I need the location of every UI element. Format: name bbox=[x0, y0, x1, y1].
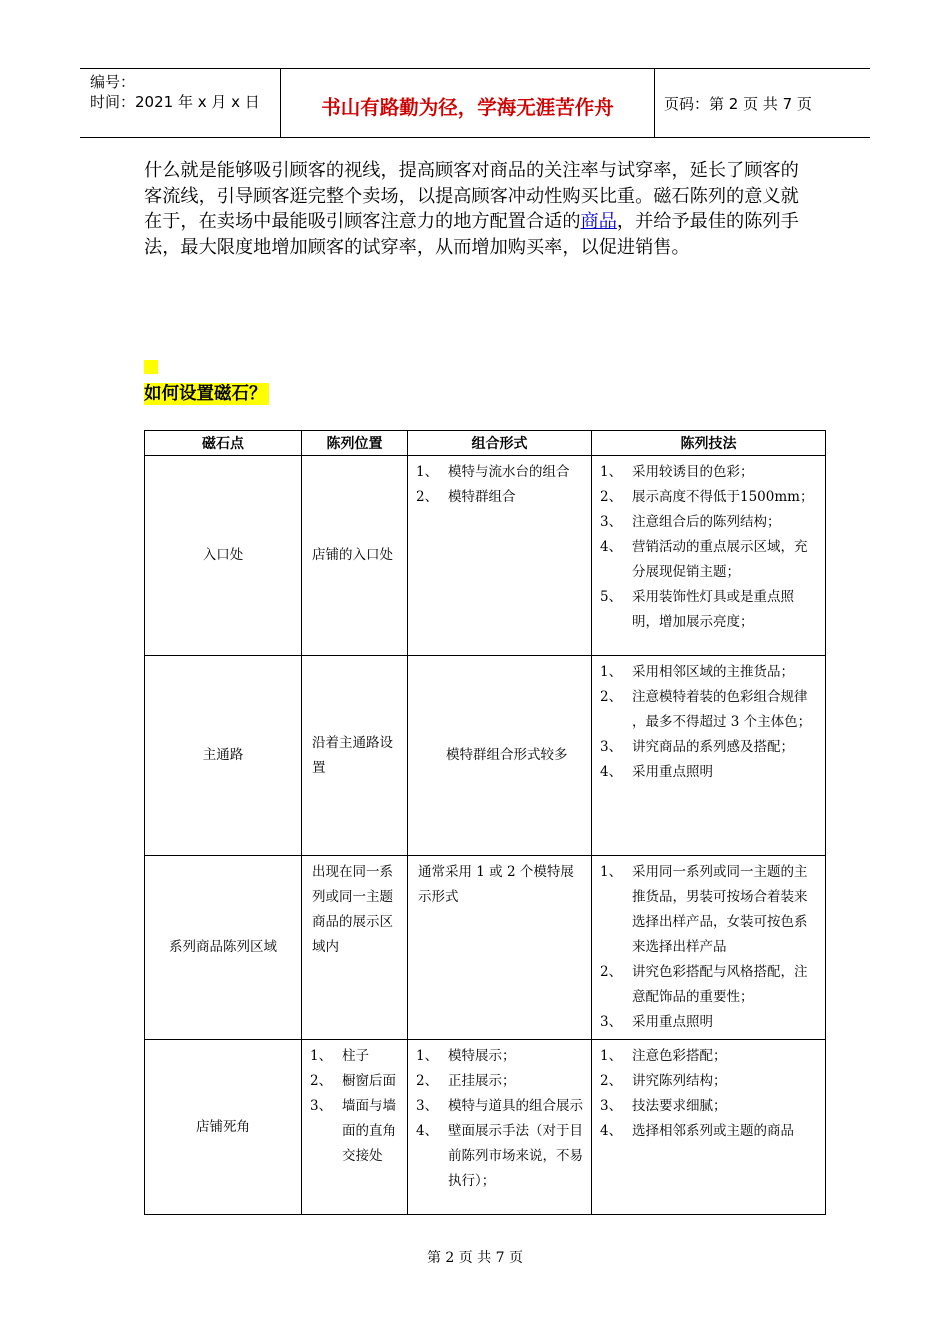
table-row bbox=[145, 456, 826, 656]
time-label: 时间：2021 年 x 月 x 日 bbox=[90, 93, 260, 111]
display-position: 沿着主通路设置 bbox=[302, 656, 408, 856]
display-techniques bbox=[592, 856, 826, 1040]
list-item: 3、 采用重点照明 bbox=[600, 1014, 713, 1030]
list-item: 3、 墙面与墙面的直角交接处 bbox=[310, 1098, 396, 1164]
table-row bbox=[145, 856, 826, 1040]
magnet-point: 店铺死角 bbox=[145, 1040, 302, 1215]
column-header: 陈列位置 bbox=[302, 431, 408, 456]
column-header: 组合形式 bbox=[408, 431, 592, 456]
table-header-row bbox=[145, 431, 826, 456]
list-item: 3、 技法要求细腻； bbox=[600, 1098, 727, 1114]
intro-text-1: 什么就是能够吸引顾客的视线，提高顾客对商品的关注率与试穿率，延长了顾客的客流线，引导顾客逛完整个卖场，以提高顾客冲动性购买比重。磁石陈列的意义就在于，在卖场中最能吸引顾客注意力的地方配置合适的 bbox=[144, 160, 799, 232]
combination-forms bbox=[408, 1040, 592, 1215]
section-heading: 如何设置磁石？ bbox=[144, 384, 267, 404]
header-page-cell bbox=[654, 69, 870, 137]
number-label: 编号： bbox=[90, 73, 136, 91]
display-techniques bbox=[592, 1040, 826, 1215]
page-footer: 第 2 页 共 7 页 bbox=[426, 1250, 524, 1266]
list-item: 1、 注意色彩搭配； bbox=[600, 1048, 727, 1064]
list-item: 2、 注意模特着装的色彩组合规律 ，最多不得超过 3 个主体色； bbox=[600, 689, 812, 730]
list-item: 1、 模特展示； bbox=[416, 1048, 516, 1064]
intro-text-2: ，并给予最佳的陈列手法，最大限度地增加顾客的试穿率，从而增加购买率，以促进销售。 bbox=[144, 211, 799, 258]
table-row bbox=[145, 1040, 826, 1215]
list-item: 3、 模特与道具的组合展示 bbox=[416, 1098, 583, 1114]
list-item: 1、 采用相邻区域的主推货品； bbox=[600, 664, 794, 680]
column-header: 磁石点 bbox=[145, 431, 302, 456]
combination-forms: 模特群组合形式较多 bbox=[408, 656, 592, 856]
list-item: 2、 正挂展示； bbox=[416, 1073, 516, 1089]
list-item: 2、 讲究陈列结构； bbox=[600, 1073, 727, 1089]
list-item: 5、 采用装饰性灯具或是重点照明，增加展示亮度； bbox=[600, 589, 794, 630]
combination-forms: 通常采用 1 或 2 个模特展示形式 bbox=[408, 856, 592, 1040]
list-item: 1、 采用较诱目的色彩； bbox=[600, 464, 754, 480]
list-item: 1、 采用同一系列或同一主题的主推货品，男装可按场合着装来选择出样产品，女装可按色系来选择出样产品 bbox=[600, 864, 808, 955]
display-position: 出现在同一系列或同一主题商品的展示区域内 bbox=[302, 856, 408, 1040]
list-item: 1、 模特与流水台的组合 bbox=[416, 464, 570, 480]
list-item: 4、 采用重点照明 bbox=[600, 764, 713, 780]
magnet-table bbox=[144, 430, 826, 1215]
list-item: 3、 讲究商品的系列感及搭配； bbox=[600, 739, 794, 755]
display-position bbox=[302, 1040, 408, 1215]
magnet-point: 入口处 bbox=[145, 456, 302, 656]
list-item: 2、 讲究色彩搭配与风格搭配，注意配饰品的重要性； bbox=[600, 964, 808, 1005]
display-techniques bbox=[592, 656, 826, 856]
display-position: 店铺的入口处 bbox=[302, 456, 408, 656]
list-item: 4、 壁面展示手法（对于目前陈列市场来说，不易执行）； bbox=[416, 1123, 583, 1189]
magnet-point: 系列商品陈列区域 bbox=[145, 856, 302, 1040]
list-item: 2、 橱窗后面 bbox=[310, 1073, 396, 1089]
display-techniques bbox=[592, 456, 826, 656]
list-item: 2、 模特群组合 bbox=[416, 489, 516, 505]
list-item: 2、 展示高度不得低于1500mm； bbox=[600, 489, 814, 505]
header-motto-cell bbox=[280, 69, 655, 137]
intro-paragraph bbox=[144, 158, 812, 260]
magnet-point: 主通路 bbox=[145, 656, 302, 856]
product-link[interactable]: 商品 bbox=[580, 211, 617, 232]
combination-forms bbox=[408, 456, 592, 656]
list-item: 4、 选择相邻系列或主题的商品 bbox=[600, 1123, 794, 1139]
list-item: 3、 注意组合后的陈列结构； bbox=[600, 514, 781, 530]
highlight-marker bbox=[144, 360, 158, 374]
list-item: 1、 柱子 bbox=[310, 1048, 369, 1064]
column-header: 陈列技法 bbox=[592, 431, 826, 456]
page-code: 页码：第 2 页 共 7 页 bbox=[664, 95, 812, 113]
header-info bbox=[80, 69, 280, 137]
table-row bbox=[145, 656, 826, 856]
document-header bbox=[80, 68, 870, 138]
list-item: 4、 营销活动的重点展示区域，充分展现促销主题； bbox=[600, 539, 808, 580]
motto: 书山有路勤为径，学海无涯苦作舟 bbox=[321, 96, 614, 119]
